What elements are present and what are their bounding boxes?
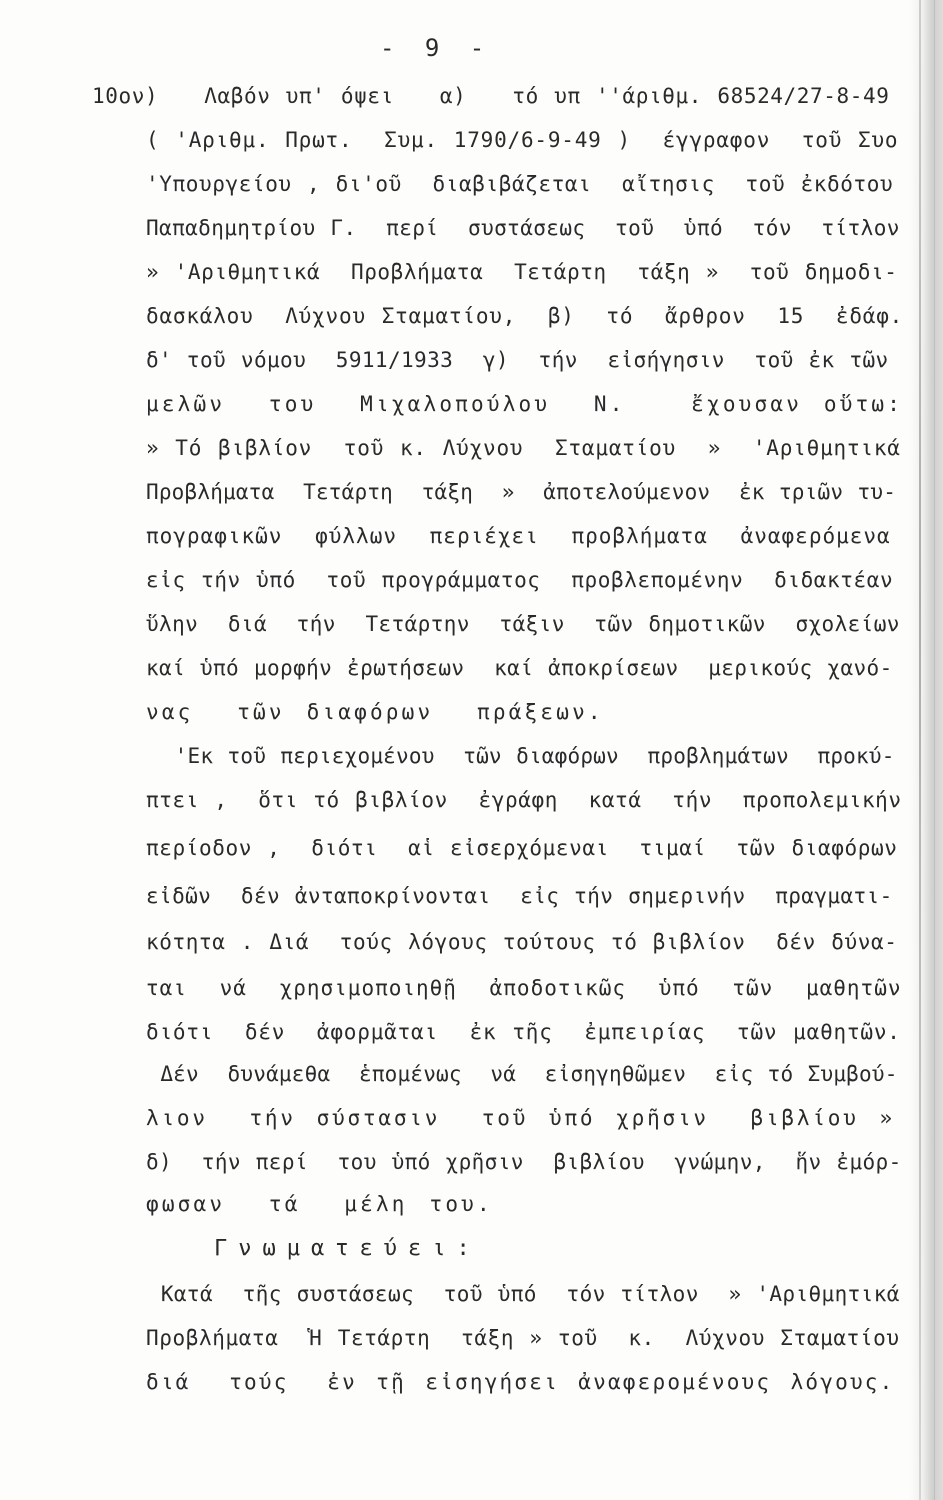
text-line: ὕλην διά τήν Τετάρτην τάξιν τῶν δημοτικῶν σχολείων	[146, 612, 900, 636]
text-line: μελῶν του Μιχαλοπούλου Ν. ἔχουσαν οὕτω:	[146, 392, 904, 416]
text-line: λιον τήν σύστασιν τοῦ ὑπό χρῆσιν βιβλίου »	[146, 1106, 895, 1130]
binding-edge	[919, 0, 921, 1500]
text-line: εἰδῶν δέν ἀνταποκρίνονται εἰς τήν σημερινήν πραγματι-	[146, 884, 893, 908]
text-line: Προβλήματα Τετάρτη τάξη » ἀποτελούμενον ἐκ τριῶν τυ-	[146, 480, 897, 504]
text-line: κότητα . Διά τούς λόγους τούτους τό βιβλίον δέν δύνα-	[146, 930, 898, 954]
text-line: » Τό βιβλίον τοῦ κ. Λύχνου Σταματίου » 'Αριθμητικά	[146, 436, 901, 460]
text-line: 'Υπουργείου , δι'οῦ διαβιβάζεται αἴτησις τοῦ ἐκδότου	[146, 172, 894, 196]
text-line: » 'Αριθμητικά Προβλήματα Τετάρτη τάξη » τοῦ δημοδι-	[146, 260, 898, 284]
text-line: νας τῶν διαφόρων πράξεων.	[146, 700, 604, 724]
text-line: εἰς τήν ὑπό τοῦ προγράμματος προβλεπομένην διδακτέαν	[146, 568, 894, 592]
page-number: - 9 -	[380, 34, 493, 62]
text-line: φωσαν τά μέλη του.	[146, 1192, 493, 1216]
closing-line: Προβλήματα Ἡ Τετάρτη τάξη » τοῦ κ. Λύχνου Σταματίου	[146, 1326, 900, 1350]
text-line: πτει , ὅτι τό βιβλίον ἐγράφη κατά τήν προπολεμικήν	[146, 788, 902, 812]
text-line: Δέν δυνάμεθα ἑπομένως νά εἰσηγηθῶμεν εἰς τό Συμβού-	[146, 1062, 898, 1086]
text-line: καί ὑπό μορφήν ἐρωτήσεων καί ἀποκρίσεων μερικούς χανό-	[146, 656, 893, 680]
closing-line: διά τούς ἐν τῇ εἰσηγήσει ἀναφερομένους λόγους.	[146, 1370, 895, 1394]
text-line: δ) τήν περί του ὑπό χρῆσιν βιβλίου γνώμην, ἥν ἐμόρ-	[146, 1150, 902, 1174]
binding-shadow	[909, 0, 943, 1500]
page-edge	[934, 0, 935, 1500]
text-line: ( 'Αριθμ. Πρωτ. Συμ. 1790/6-9-49 ) έγγραφον τοῦ Συο	[146, 128, 899, 152]
text-line: ται νά χρησιμοποιηθῇ ἀποδοτικῶς ὑπό τῶν μαθητῶν	[146, 976, 902, 1000]
text-line: δ' τοῦ νόμου 5911/1933 γ) τήν εἰσήγησιν τοῦ ἐκ τῶν	[146, 348, 889, 372]
text-line: Παπαδημητρίου Γ. περί συστάσεως τοῦ ὑπό τόν τίτλον	[146, 216, 900, 240]
closing-line: Κατά τῆς συστάσεως τοῦ ὑπό τόν τίτλον » 'Αριθμητικά	[146, 1282, 900, 1306]
text-line: δασκάλου Λύχνου Σταματίου, β) τό ἄρθρον 15 ἐδάφ.	[146, 304, 904, 328]
text-line: 'Εκ τοῦ περιεχομένου τῶν διαφόρων προβλημάτων προκύ-	[146, 744, 895, 768]
text-line: περίοδον , διότι αἱ εἰσερχόμεναι τιμαί τῶν διαφόρων	[146, 836, 898, 860]
text-line: 10ον) Λαβόν υπ' όψει α) τό υπ ''άριθμ. 68524/27-8-49	[92, 84, 890, 108]
decision-heading: Γνωματεύει:	[214, 1236, 481, 1261]
text-line: πογραφικῶν φύλλων περιέχει προβλήματα ἀναφερόμενα	[146, 524, 891, 548]
text-line: διότι δέν ἀφορμᾶται ἐκ τῆς ἐμπειρίας τῶν μαθητῶν.	[146, 1020, 901, 1044]
